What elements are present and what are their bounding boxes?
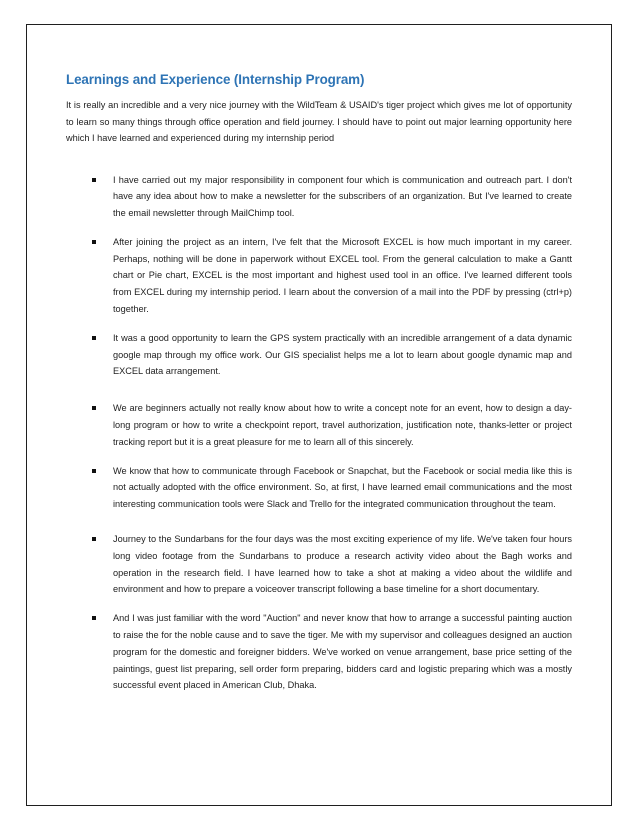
list-item-text: After joining the project as an intern, I've felt that the Microsoft EXCEL is how much important in my career. Perhaps, nothing will be done in paperwork without EXCEL tool. From the general calculation to make a Gantt chart or Pie chart, EXCEL is the most important and highest used tool in an office. I've learned different tools from EXCEL during my internship period. I learn about the conversion of a mail into the PDF by pressing (ctrl+p) together. bbox=[113, 236, 572, 315]
list-item bbox=[66, 330, 572, 380]
list-item-text: I have carried out my major responsibility in component four which is communication and outreach part. I don't have any idea about how to make a newsletter for the subscribers of an organization. But I've learned to create the email newsletter through MailChimp tool. bbox=[113, 174, 572, 219]
list-item-text: We are beginners actually not really know about how to write a concept note for an event, how to design a day-long program or how to write a checkpoint report, travel authorization, justification note, thanks-letter or project tracking report but it is a great pleasure for me to learn all of this sincerely. bbox=[113, 403, 572, 447]
list-item bbox=[66, 610, 572, 694]
square-bullet-icon bbox=[92, 240, 96, 244]
intro-paragraph: It is really an incredible and a very nice journey with the WildTeam & USAID's tiger project which gives me lot of opportunity to learn so many things through office operation and field journey. I should have to point out major learning opportunity here which I have learned and experienced during my internship period bbox=[66, 100, 572, 143]
learning-list bbox=[66, 172, 572, 695]
list-item bbox=[66, 400, 572, 450]
list-item bbox=[66, 172, 572, 222]
square-bullet-icon bbox=[92, 537, 96, 541]
square-bullet-icon bbox=[92, 336, 96, 340]
square-bullet-icon bbox=[92, 178, 96, 182]
list-item-text: We know that how to communicate through Facebook or Snapchat, but the Facebook or social media like this is not actually adopted with the office environment. So, at first, I have learned email communications and the most interesting communication tools were Slack and Trello for the integrated communication throughout the team. bbox=[113, 465, 572, 510]
list-item bbox=[66, 531, 572, 598]
list-item-text: And I was just familiar with the word "Auction" and never know that how to arrange a successful painting auction to raise the for the noble cause and to save the tiger. Me with my supervisor and colleagues designed an auction program for the domestic and foreigner bidders. We've worked on venue arrangement, base price setting of the paintings, guest list preparing, sell order form preparing, bidders card and logistic preparing which was a mostly successful event placed in American Club, Dhaka. bbox=[113, 613, 572, 691]
square-bullet-icon bbox=[92, 406, 96, 410]
document-heading: Learnings and Experience (Internship Program) bbox=[66, 72, 365, 87]
list-item bbox=[66, 234, 572, 318]
list-item-text: Journey to the Sundarbans for the four days was the most exciting experience of my life. We've taken four hours long video footage from the Sundarbans to produce a research activity video about the Bagh works and operation in the research field. I have learned how to take a shot at making a video about the wildlife and environment and how to prepare a voiceover transcript following a base timeline for a short documentary. bbox=[113, 534, 572, 595]
square-bullet-icon bbox=[92, 616, 96, 620]
square-bullet-icon bbox=[92, 469, 96, 473]
list-item-text: It was a good opportunity to learn the GPS system practically with an incredible arrangement of a data dynamic google map through my office work. Our GIS specialist helps me a lot to learn about google dynamic map and EXCEL data arrangement. bbox=[113, 332, 572, 377]
document-body bbox=[66, 72, 572, 694]
list-item bbox=[66, 463, 572, 513]
